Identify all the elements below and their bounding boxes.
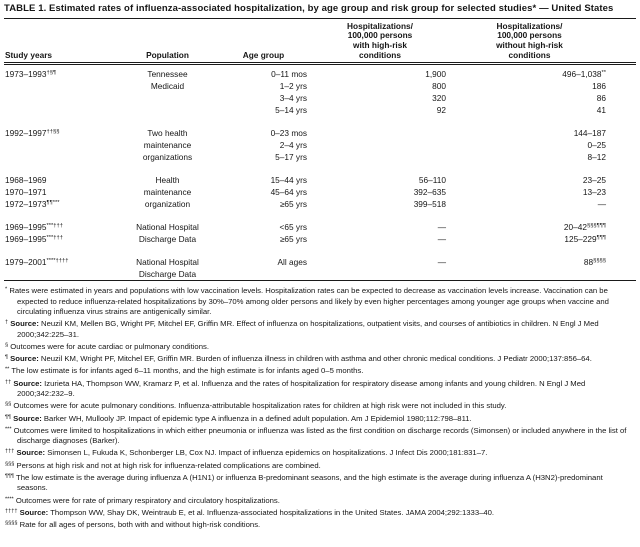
table-row — [4, 174, 636, 186]
footnote-marker: ** — [5, 366, 10, 373]
cell-population: Discharge Data — [138, 269, 197, 280]
footnote: ††† Source: Simonsen L, Fukuda K, Schonberger LB, Cox NJ. Impact of influenza epidemics on hospitalizations. J Infect Dis 2000;181:831–7. — [5, 448, 488, 458]
cell-age-group: All ages — [277, 257, 307, 268]
cell-population: National Hospital — [136, 257, 199, 268]
cell-without-risk: 86 — [596, 93, 606, 104]
cell-population — [119, 92, 216, 104]
footnote: ¶ Source: Neuzil KM, Wright PF, Mitchel EF, Griffin MR. Burden of influenza illness in children with asthma and other chronic medical conditions. J Pediatr 2000;137:856–64. — [5, 354, 592, 364]
cell-study-years — [4, 104, 119, 116]
footnote-marker: † — [5, 319, 9, 326]
cell-age-group: 3–4 yrs — [279, 93, 307, 104]
cell-with-risk: — — [437, 234, 446, 245]
table-body — [4, 64, 636, 281]
footnote-marker: **** — [5, 496, 14, 503]
col-header-population: Population — [119, 18, 216, 64]
footnote: §§§ Persons at high risk and not at high risk for influenza-related complications are combined. — [5, 460, 321, 470]
cell-age-group: 1–2 yrs — [279, 81, 307, 92]
footnote-marker-sup: ***††† — [46, 235, 63, 242]
cell-study-years: 1970–1971 — [5, 187, 47, 198]
footnote-marker-sup: †§¶ — [46, 70, 57, 77]
footnote: **** Outcomes were for rate of primary respiratory and circulatory hospitalizations. — [5, 495, 280, 505]
cell-with-risk: 56–110 — [418, 175, 446, 186]
cell-age-group: 45–64 yrs — [270, 187, 307, 198]
footnote-marker: §§§§ — [5, 520, 18, 527]
table-row — [4, 186, 636, 198]
cell-population: maintenance — [143, 187, 192, 198]
cell-population — [119, 104, 216, 116]
cell-without-risk: 88§§§§ — [583, 257, 606, 268]
spacer-cell — [4, 210, 636, 221]
table-row — [4, 256, 636, 268]
table-row — [4, 221, 636, 233]
footnote: §§§§ Rate for all ages of persons, both with and without high-risk conditions. — [5, 520, 261, 530]
footnote-source-label: Source: — [19, 507, 49, 517]
cell-study-years: 1972–1973¶¶*** — [5, 199, 60, 210]
footnote-source-label: Source: — [10, 319, 39, 329]
cell-population: organization — [144, 199, 191, 210]
cell-without-risk: 20–42§§§¶¶¶ — [563, 222, 606, 233]
cell-without-risk: 144–187 — [573, 128, 606, 139]
spacer-row — [4, 116, 636, 127]
footnote-marker: ¶¶¶ — [5, 473, 15, 480]
cell-study-years — [4, 80, 119, 92]
cell-population: Medicaid — [150, 81, 185, 92]
spacer-row — [4, 210, 636, 221]
col-header-study-years: Study years — [4, 18, 119, 64]
cell-age-group: 5–14 yrs — [275, 105, 307, 116]
cell-with-risk — [311, 127, 449, 139]
footnote: †††† Source: Thompson WW, Shay DK, Weintraub E, et al. Influenza-associated hospitalizations in the United States. JAMA 2004;292:1333–40. — [5, 507, 495, 517]
table-row — [4, 268, 636, 281]
spacer-cell — [4, 163, 636, 174]
cell-without-risk: 13–23 — [582, 187, 606, 198]
cell-with-risk: 92 — [436, 105, 446, 116]
cell-without-risk — [449, 268, 636, 281]
cell-age-group: 0–11 mos — [271, 69, 307, 80]
cell-without-risk: 125–229¶¶¶ — [564, 234, 606, 245]
footnote: †† Source: Izurieta HA, Thompson WW, Kramarz P, et al. Influenza and the rates of hospitalization for respiratory disease among infants and young children. N Engl J Med 2000;342:232–9. — [5, 378, 586, 398]
footnote-marker-sup: ** — [601, 70, 606, 77]
footnote-marker-sup: ¶¶¶ — [596, 235, 606, 242]
col-header-age-group: Age group — [216, 18, 311, 64]
cell-with-risk: — — [437, 257, 446, 268]
cell-population: Tennessee — [147, 69, 188, 80]
cell-without-risk: 23–25 — [582, 175, 606, 186]
table-row — [4, 233, 636, 245]
table-row — [4, 92, 636, 104]
cell-without-risk: 0–25 — [587, 140, 606, 151]
footnote-source-label: Source: — [16, 448, 46, 458]
cell-study-years — [4, 139, 119, 151]
footnote-source-label: Source: — [13, 378, 42, 388]
cell-with-risk: 1,900 — [425, 69, 446, 80]
spacer-cell — [4, 245, 636, 256]
footnote-marker: *** — [5, 426, 12, 433]
footnote: ¶¶ Source: Barker WH, Mullooly JP. Impact of epidemic type A influenza in a defined adult population. Am J Epidemiol 1980;112:798–811. — [5, 413, 472, 423]
footnote-marker-sup: ***††† — [46, 223, 63, 230]
cell-age-group — [216, 268, 311, 281]
cell-population: National Hospital — [136, 222, 199, 233]
cell-with-risk: 399–518 — [413, 199, 446, 210]
footnote-marker: §§ — [5, 401, 12, 408]
cell-age-group: ≥65 yrs — [279, 199, 307, 210]
table-row — [4, 198, 636, 210]
cell-study-years: 1992–1997††§§ — [5, 128, 60, 139]
footnote-marker: ¶ — [5, 354, 9, 361]
cell-age-group: ≥65 yrs — [279, 234, 307, 245]
table-row — [4, 104, 636, 116]
col-header-with-risk: Hospitalizations/ 100,000 persons with high-risk conditions — [311, 18, 449, 64]
footnote-marker: § — [5, 342, 9, 349]
table-header — [4, 18, 636, 64]
cell-without-risk: 41 — [596, 105, 606, 116]
footnote-source-label: Source: — [13, 413, 42, 423]
cell-population: organizations — [142, 152, 193, 163]
hospitalization-rates-table — [4, 18, 636, 282]
cell-study-years: 1969–1995***††† — [5, 234, 63, 245]
footnote-marker-sup: ¶¶*** — [46, 200, 60, 207]
header-row — [4, 18, 636, 64]
table-row — [4, 151, 636, 163]
cell-population: Discharge Data — [138, 234, 197, 245]
spacer-row — [4, 163, 636, 174]
footnote: § Outcomes were for acute cardiac or pulmonary conditions. — [5, 341, 209, 351]
cell-study-years: 1979–2001****†††† — [5, 257, 69, 268]
cell-study-years — [4, 151, 119, 163]
cell-study-years — [4, 268, 119, 281]
table-row — [4, 127, 636, 139]
cell-without-risk: 496–1,038** — [562, 69, 606, 80]
cell-population: maintenance — [143, 140, 192, 151]
table-title: TABLE 1. Estimated rates of influenza-associated hospitalization, by age group and risk group for selected studies* — United States — [4, 3, 614, 14]
spacer-cell — [4, 116, 636, 127]
footnote: *** Outcomes were limited to hospitalizations in which either pneumonia or influenza was listed as the first condition on discharge records (Simonsen) or included anywhere in the list of discharge diagnoses (Barker). — [5, 425, 627, 446]
cell-without-risk: 186 — [592, 81, 606, 92]
table-row — [4, 64, 636, 81]
footnote-marker: ††† — [5, 448, 15, 455]
footnote-marker: †††† — [5, 508, 18, 515]
cell-with-risk: 800 — [432, 81, 446, 92]
footnote-source-label: Source: — [10, 354, 39, 364]
cell-study-years — [4, 92, 119, 104]
cell-age-group: 5–17 yrs — [275, 152, 307, 163]
footnote: † Source: Neuzil KM, Mellen BG, Wright PF, Mitchel EF, Griffin MR. Effect of influenza on hospitalizations, outpatient visits, and courses of antibiotics in children. N Engl J Med 2000;342:225–31. — [5, 319, 599, 339]
cell-without-risk: 8–12 — [587, 152, 606, 163]
cell-with-risk — [311, 268, 449, 281]
table-row — [4, 139, 636, 151]
footnotes — [4, 281, 636, 530]
footnote-marker-sup: §§§¶¶¶ — [586, 223, 606, 230]
footnote-marker: * — [5, 286, 8, 293]
cell-without-risk: — — [597, 199, 606, 210]
footnote-marker: §§§ — [5, 461, 15, 468]
cell-study-years: 1973–1993†§¶ — [5, 69, 57, 80]
footnote: §§ Outcomes were for acute pulmonary conditions. Influenza-attributable hospitalization rates for children at high risk were not included in this study. — [5, 401, 507, 411]
footnote: ** The low estimate is for infants aged 6–11 months, and the high estimate is for infants aged 0–5 months. — [5, 366, 364, 376]
cell-with-risk: 392–635 — [413, 187, 446, 198]
cell-age-group: 2–4 yrs — [279, 140, 307, 151]
cell-with-risk — [311, 139, 449, 151]
footnote-marker: †† — [5, 379, 12, 386]
cell-study-years: 1969–1995***††† — [5, 222, 63, 233]
cell-population: Health — [155, 175, 180, 186]
footnote: * Rates were estimated in years and populations with low vaccination levels. Hospitalization rates can be expected to decrease as vaccination levels increase. Vaccination can be expected to reduce influenza-related hospitalizations by 30%–70% among older persons and likely by even higher percentages among younger age groups when vaccine and circulating influenza virus strains are antigenically similar. — [5, 286, 609, 316]
cell-age-group: 0–23 mos — [270, 128, 307, 139]
cell-age-group: 15–44 yrs — [270, 175, 307, 186]
col-header-without-risk: Hospitalizations/ 100,000 persons without high-risk conditions — [449, 18, 636, 64]
table-row — [4, 80, 636, 92]
footnote-marker: ¶¶ — [5, 414, 12, 421]
cell-age-group: <65 yrs — [279, 222, 307, 233]
footnote: ¶¶¶ The low estimate is the average during influenza A (H1N1) or influenza B-predominant seasons, and the high estimate is the average during influenza A (H3N2)-predominant seasons. — [5, 473, 603, 493]
cell-population: Two health — [147, 128, 188, 139]
spacer-row — [4, 245, 636, 256]
cell-with-risk: — — [437, 222, 446, 233]
cell-with-risk — [311, 151, 449, 163]
footnote-marker-sup: §§§§ — [593, 258, 606, 265]
footnote-marker-sup: ††§§ — [46, 129, 60, 136]
cell-with-risk: 320 — [432, 93, 446, 104]
cell-study-years: 1968–1969 — [5, 175, 47, 186]
footnote-marker-sup: ****†††† — [46, 258, 69, 265]
